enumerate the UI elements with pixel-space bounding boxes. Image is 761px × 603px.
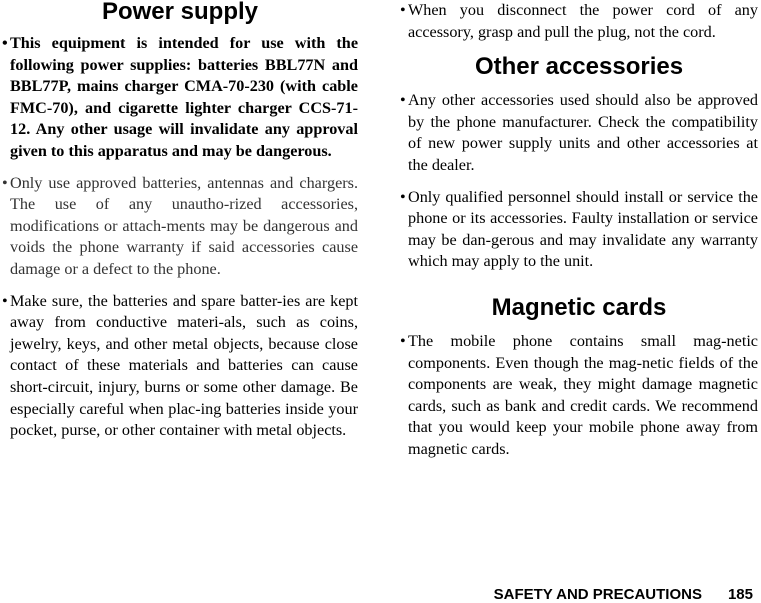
other-accessories-heading: Other accessories xyxy=(474,53,684,81)
page-number: 185 xyxy=(727,586,753,603)
power-supply-bullet-3 xyxy=(2,291,358,442)
bullet-text: Only qualified personnel should install or service the phone or its accessories. Faulty installation or service may be dan-gerous and may invalidate any warranty which may apply to the unit. xyxy=(408,187,758,271)
bullet-text: Any other accessories used should also be approved by the phone manufacturer. Check the compatibility of new power supply units and other accessories at the dealer. xyxy=(408,91,758,174)
footer-section-title: SAFETY AND PRECAUTIONS xyxy=(493,586,702,603)
bullet-dot: • xyxy=(2,291,8,310)
right-column xyxy=(400,0,758,461)
bullet-dot: • xyxy=(400,91,406,110)
other-accessories-bullet-2 xyxy=(400,187,758,273)
bullet-dot: • xyxy=(2,34,8,52)
power-supply-heading: Power supply xyxy=(101,0,259,25)
left-column xyxy=(2,0,358,442)
bullet-dot: • xyxy=(400,331,406,350)
magnetic-cards-heading: Magnetic cards xyxy=(491,293,667,321)
bullet-text: When you disconnect the power cord of any accessory, grasp and pull the plug, not the cord. xyxy=(408,1,758,41)
other-accessories-bullet-1 xyxy=(400,90,758,176)
bullet-text: Make sure, the batteries and spare batter-ies are kept away from conductive materi-als, such as coins, jewelry, keys, and other metal objects, because close contact of these materials and batteries can cause short-circuit, injury, burns or some other damage. Be especially careful when plac-ing batteries inside your pocket, purse, or other container with metal objects. xyxy=(10,291,358,440)
bullet-text: Only use approved batteries, antennas and chargers. The use of any unautho-rized accessories, modifications or attach-ments may be dangerous and voids the phone warranty if said accessories cause damage or a defect to the phone. xyxy=(10,173,358,278)
bullet-dot: • xyxy=(400,1,406,19)
power-supply-bullet-2 xyxy=(2,173,358,281)
power-supply-bullet-1 xyxy=(2,33,358,163)
bullet-text: This equipment is intended for use with the following power supplies: batteries BBL77N and BBL77P, mains charger CMA-70-230 (with cable FMC-70), and cigarette lighter charger CCS-71-12. Any other usage will invalidate any approval given to this apparatus and may be dangerous. xyxy=(10,34,358,160)
bullet-text: The mobile phone contains small mag-netic components. Even though the mag-netic fields of the components are weak, they might damage magnetic cards, such as bank and credit cards. We recommend that you would keep your mobile phone away from magnetic cards. xyxy=(408,331,758,458)
power-cord-bullet xyxy=(400,0,758,43)
magnetic-cards-bullet xyxy=(400,331,758,461)
page-footer xyxy=(494,586,753,603)
bullet-dot: • xyxy=(400,187,406,206)
bullet-dot: • xyxy=(2,173,8,192)
